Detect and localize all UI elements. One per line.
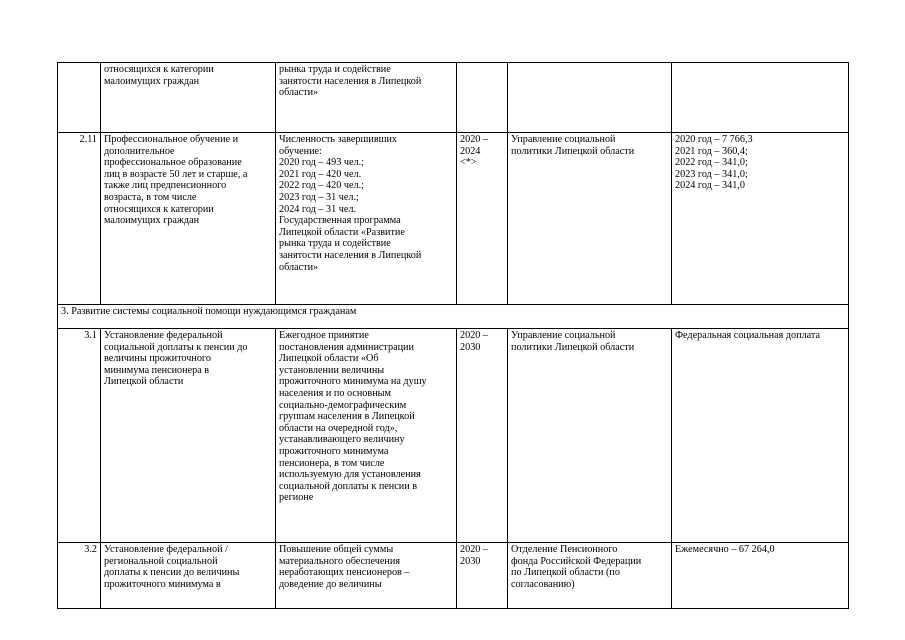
row-number xyxy=(58,63,101,133)
row-number: 3.2 xyxy=(58,543,101,609)
finance-text: 2020 год – 7 766,3 2021 год – 360,4; 2022 год – 341,0; 2023 год – 341,0; 2024 год – 341,0 xyxy=(672,133,849,305)
measure-name: Установление федеральной / региональной социальной доплаты к пенсии до величины прожиточного минимума в xyxy=(101,543,276,609)
table-row xyxy=(58,329,849,543)
indicator-text: Ежегодное принятие постановления администрации Липецкой области «Об установлении величины прожиточного минимума на душу населения и по основным социально-демографическим группам населения в Липецкой области на очередной год», устанавливающего величину прожиточного минимума пенсионера, в том числе используемую для установления социальной доплаты к пенсии в регионе xyxy=(276,329,457,543)
program-table xyxy=(57,62,849,609)
executor-text: Управление социальной политики Липецкой области xyxy=(508,329,672,543)
measure-name: Профессиональное обучение и дополнительное профессиональное образование лиц в возрасте 50 лет и старше, а также лиц предпенсионного возраста, в том числе относящихся к категории малоимущих граждан xyxy=(101,133,276,305)
table-row xyxy=(58,133,849,305)
indicator-text: Повышение общей суммы материального обеспечения неработающих пенсионеров – доведение до величины xyxy=(276,543,457,609)
row-number: 3.1 xyxy=(58,329,101,543)
period-text: 2020 – 2030 xyxy=(457,543,508,609)
measure-name: Установление федеральной социальной доплаты к пенсии до величины прожиточного минимума пенсионера в Липецкой области xyxy=(101,329,276,543)
period-text: 2020 – 2024 <*> xyxy=(457,133,508,305)
executor-text: Управление социальной политики Липецкой области xyxy=(508,133,672,305)
finance-text xyxy=(672,63,849,133)
row-number: 2.11 xyxy=(58,133,101,305)
table-row xyxy=(58,543,849,609)
period-text xyxy=(457,63,508,133)
period-text: 2020 – 2030 xyxy=(457,329,508,543)
finance-text: Ежемесячно – 67 264,0 xyxy=(672,543,849,609)
section-heading: 3. Развитие системы социальной помощи нуждающимся гражданам xyxy=(58,305,849,329)
indicator-text: рынка труда и содействие занятости населения в Липецкой области» xyxy=(276,63,457,133)
section-row xyxy=(58,305,849,329)
table-row xyxy=(58,63,849,133)
finance-text: Федеральная социальная доплата xyxy=(672,329,849,543)
indicator-text: Численность завершивших обучение: 2020 год – 493 чел.; 2021 год – 420 чел. 2022 год – 420 чел.; 2023 год – 31 чел.; 2024 год – 31 чел. Государственная программа Липецкой области «Развитие рынка труда и содействие занятости населения в Липецкой области» xyxy=(276,133,457,305)
executor-text xyxy=(508,63,672,133)
measure-name: относящихся к категории малоимущих граждан xyxy=(101,63,276,133)
executor-text: Отделение Пенсионного фонда Российской Федерации по Липецкой области (по согласованию) xyxy=(508,543,672,609)
